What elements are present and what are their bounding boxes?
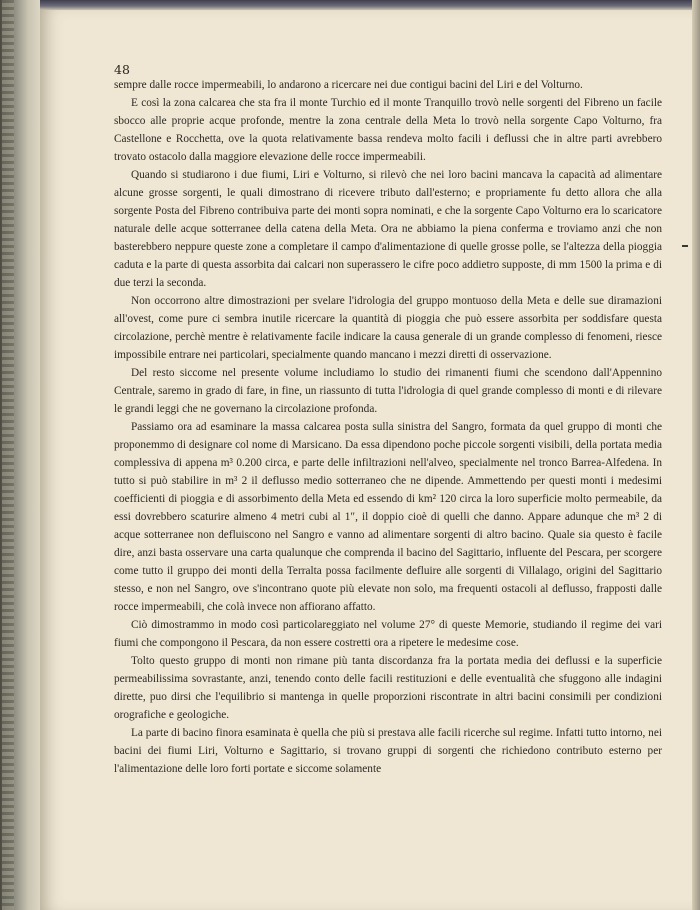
paragraph-1: sempre dalle rocce impermeabili, lo andarono a ricercare nei due contigui bacini del Liri e del Volturno. (114, 79, 583, 91)
paragraph-3: Quando si studiarono i due fiumi, Liri e Volturno, si rilevò che nei loro bacini mancava la capacità ad alimentare alcune grosse sorgenti, le quali dimostrano di ricevere tributo dall'esterno; e propriamente fu detto allora che alla sorgente Posta del Fibreno contribuiva parte dei monti sopra nominati, e che la sorgente Capo Volturno era lo scaricatore naturale delle acque sotterranee della catena della Meta. Ora ne abbiamo la piena conferma e troviamo anzi che non basterebbero neppure queste zone a completare il campo d'alimentazione di quelle grosse polle, se l'altezza della pioggia caduta e la parte di questa assorbita dai calcari non superassero le cifre poco addietro supposte, di mm 1500 la prima e di due terzi la seconda. (114, 169, 662, 289)
paragraph-9: La parte di bacino finora esaminata è quella che più si prestava alle facili ricerche sul regime. Infatti tutto intorno, nei bacini dei fiumi Liri, Volturno e Sagittario, si trovano gruppi di sorgenti che richiedono contributo esterno per l'alimentazione delle loro forti portate e siccome solamente (114, 727, 662, 775)
paragraph-6: Passiamo ora ad esaminare la massa calcarea posta sulla sinistra del Sangro, formata da quel gruppo di monti che proponemmo di designare col nome di Marsicano. Da essa dipendono poche piccole sorgenti visibili, della portata media complessiva di appena m³ 0.200 circa, e parte delle infiltrazioni nell'alveo, specialmente nel tronco Barrea-Alfedena. In tutto si può stabilire in m³ 2 il deflusso medio sotterraneo che ne dipende. Ammettendo per questi monti i medesimi coefficienti di pioggia e di assorbimento della Meta ed essendo di km² 120 circa la loro superficie molto permeabile, da essi dovrebbero scaturire almeno 4 metri cubi al 1″, il doppio cioè di quelli che danno. Appare adunque che m³ 2 di acque sotterranee non defluiscono nel Sangro e vanno ad alimentare sorgenti di altro bacino. Quale sia questo è facile dire, anzi basta osservare una carta qualunque che comprenda il bacino del Sagittario, influente del Pescara, per scorgere come tutto il gruppo dei monti della Terralta possa facilmente defluire alle sorgenti di Villalago, origini del Sagittario stesso, e non nel Sangro, ove s'incontrano quote più elevate non solo, ma frequenti ostacoli al deflusso, frapposti dalle rocce impermeabili, che colà invece non affiorano affatto. (114, 421, 662, 613)
page-number: 48 (114, 62, 130, 77)
page-right-edge (692, 0, 700, 910)
book-binding (0, 0, 40, 910)
paragraph-5: Del resto siccome nel presente volume includiamo lo studio dei rimanenti fiumi che scendono dall'Appennino Centrale, saremo in grado di fare, in fine, un riassunto di tutta l'idrologia di quel grande complesso di monti e di rilevare le grandi leggi che ne governano la circolazione profonda. (114, 367, 662, 415)
paragraph-2: E così la zona calcarea che sta fra il monte Turchio ed il monte Tranquillo trovò nelle sorgenti del Fibreno un facile sbocco alle proprie acque profonde, mentre la zona centrale della Meta lo trovò nella sorgente Capo Volturno, fra Castellone e Rocchetta, ove la quota relativamente bassa rendeva molto facili i deflussi che in altre parti avrebbero trovato ostacolo dalla maggiore elevazione delle rocce impermeabili. (114, 97, 662, 163)
binding-pattern (2, 0, 14, 910)
paragraph-7: Ciò dimostrammo in modo così particolareggiato nel volume 27° di queste Memorie, studiando il regime dei vari fiumi che compongono il Pescara, da non essere costretti ora a ripetere le medesime cose. (114, 619, 662, 649)
margin-mark (682, 245, 688, 247)
page-top-edge (40, 0, 700, 10)
paragraph-4: Non occorrono altre dimostrazioni per svelare l'idrologia del gruppo montuoso della Meta e delle sue diramazioni all'ovest, come pure ci sembra inutile ricercare la quantità di pioggia che può essere assorbita per soddisfare questa circolazione, perchè mentre è relativamente facile indicare la causa generale di un grande complesso di fenomeni, riesce impossibile entrare nei particolari, specialmente quando mancano i mezzi diretti di osservazione. (114, 295, 662, 361)
body-text (114, 76, 662, 778)
paragraph-8: Tolto questo gruppo di monti non rimane più tanta discordanza fra la portata media dei deflussi e la superficie permeabilissima sovrastante, anzi, tenendo conto delle facili restituzioni e delle eventualità che sfuggono alle indagini dirette, puo dirsi che l'equilibrio si mantenga in quelle proporzioni riscontrate in altri bacini consimili per condizioni orografiche e geologiche. (114, 655, 662, 721)
